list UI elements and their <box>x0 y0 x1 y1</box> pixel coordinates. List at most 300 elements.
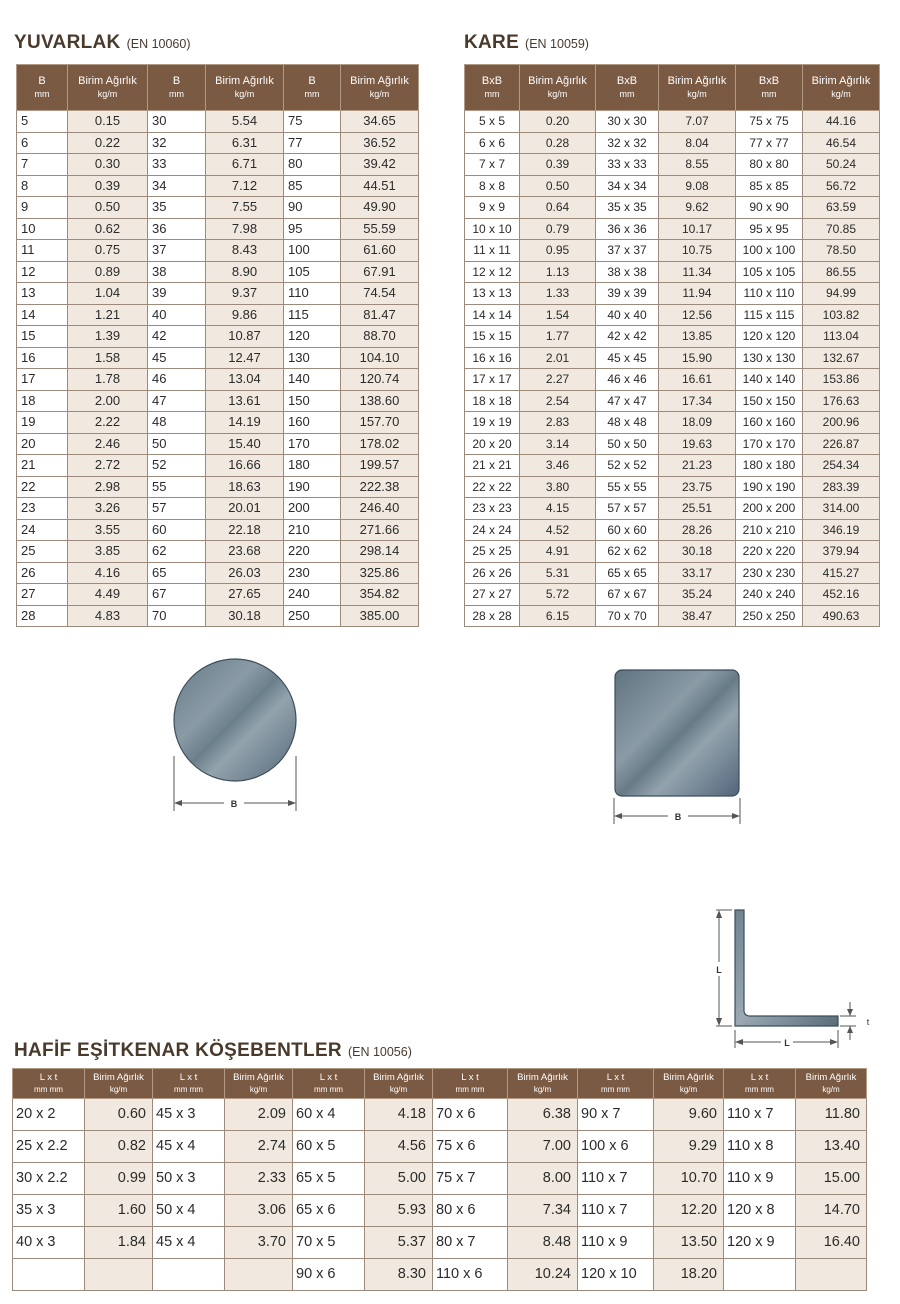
size-cell: 14 x 14 <box>465 304 520 326</box>
weight-cell: 11.34 <box>659 261 736 283</box>
weight-cell: 2.27 <box>520 369 596 391</box>
size-cell: 8 x 8 <box>465 175 520 197</box>
weight-cell: 153.86 <box>803 369 880 391</box>
weight-cell: 2.01 <box>520 347 596 369</box>
column-header-label: Birim Ağırlık <box>233 1072 284 1083</box>
size-cell: 220 <box>284 541 341 563</box>
weight-cell: 13.04 <box>206 369 284 391</box>
weight-cell: 354.82 <box>341 584 419 606</box>
weight-cell: 38.47 <box>659 605 736 627</box>
size-cell: 50 x 4 <box>153 1195 225 1227</box>
weight-cell: 8.00 <box>508 1163 578 1195</box>
table-row <box>465 476 880 498</box>
size-cell: 50 <box>148 433 206 455</box>
size-cell: 16 x 16 <box>465 347 520 369</box>
size-cell: 45 x 45 <box>596 347 659 369</box>
weight-cell: 6.31 <box>206 132 284 154</box>
angle-profile-shape <box>735 910 838 1026</box>
size-cell: 16 <box>17 347 68 369</box>
round-bar-cross-section <box>174 659 296 781</box>
weight-cell: 5.37 <box>365 1227 433 1259</box>
size-cell: 110 x 9 <box>724 1163 796 1195</box>
weight-cell: 1.77 <box>520 326 596 348</box>
table-row <box>465 218 880 240</box>
weight-cell: 28.26 <box>659 519 736 541</box>
size-cell: 105 <box>284 261 341 283</box>
weight-cell: 200.96 <box>803 412 880 434</box>
size-cell: 17 x 17 <box>465 369 520 391</box>
table-row <box>17 605 419 627</box>
size-cell: 65 x 6 <box>293 1195 365 1227</box>
weight-cell: 9.37 <box>206 283 284 305</box>
weight-cell: 56.72 <box>803 175 880 197</box>
size-cell: 80 x 80 <box>736 154 803 176</box>
weight-cell: 13.40 <box>796 1131 867 1163</box>
weight-cell: 7.98 <box>206 218 284 240</box>
size-cell: 11 <box>17 240 68 262</box>
size-cell: 120 x 10 <box>578 1259 654 1291</box>
weight-cell: 2.00 <box>68 390 148 412</box>
square-bar-diagram <box>608 666 748 828</box>
column-header-label: Birim Ağırlık <box>215 75 274 87</box>
size-cell: 100 <box>284 240 341 262</box>
column-header-unit: kg/m <box>97 89 118 99</box>
square-title-text: KARE <box>464 32 520 53</box>
weight-cell: 271.66 <box>341 519 419 541</box>
weight-cell: 2.33 <box>225 1163 293 1195</box>
size-cell: 160 x 160 <box>736 412 803 434</box>
weight-cell: 94.99 <box>803 283 880 305</box>
square-bar-cross-section <box>615 670 739 796</box>
column-header <box>654 1069 724 1099</box>
arrow-right-icon <box>830 1039 838 1045</box>
arrow-left-icon <box>174 800 182 806</box>
table-row <box>465 498 880 520</box>
size-cell: 45 x 4 <box>153 1227 225 1259</box>
size-cell: 120 <box>284 326 341 348</box>
weight-cell: 226.87 <box>803 433 880 455</box>
size-cell: 26 x 26 <box>465 562 520 584</box>
size-cell: 30 <box>148 111 206 133</box>
column-header <box>153 1069 225 1099</box>
column-header-label: Birim Ağırlık <box>373 1072 424 1083</box>
size-cell: 38 <box>148 261 206 283</box>
table-row <box>465 175 880 197</box>
table-row <box>465 412 880 434</box>
table-row <box>17 218 419 240</box>
arrow-down-icon <box>847 1009 853 1016</box>
size-cell: 22 <box>17 476 68 498</box>
weight-cell: 120.74 <box>341 369 419 391</box>
size-cell: 75 x 75 <box>736 111 803 133</box>
size-cell: 19 <box>17 412 68 434</box>
weight-cell: 15.90 <box>659 347 736 369</box>
angle-thickness-label: t <box>866 1017 870 1027</box>
size-cell: 120 x 120 <box>736 326 803 348</box>
weight-cell: 44.51 <box>341 175 419 197</box>
column-header-unit: kg/m <box>533 1085 552 1094</box>
weight-cell: 10.70 <box>654 1163 724 1195</box>
table-row <box>17 283 419 305</box>
weight-cell: 4.91 <box>520 541 596 563</box>
weight-cell: 16.61 <box>659 369 736 391</box>
table-row <box>465 154 880 176</box>
size-cell: 28 x 28 <box>465 605 520 627</box>
table-row <box>17 369 419 391</box>
size-cell: 210 <box>284 519 341 541</box>
size-cell: 250 x 250 <box>736 605 803 627</box>
weight-cell: 4.56 <box>365 1131 433 1163</box>
weight-cell: 1.21 <box>68 304 148 326</box>
size-cell: 32 x 32 <box>596 132 659 154</box>
size-cell: 170 <box>284 433 341 455</box>
table-row <box>17 584 419 606</box>
column-header-unit: kg/m <box>679 1085 698 1094</box>
column-header <box>803 65 880 111</box>
size-cell: 27 x 27 <box>465 584 520 606</box>
table-row <box>465 132 880 154</box>
size-cell: 47 <box>148 390 206 412</box>
column-header <box>284 65 341 111</box>
weight-cell: 113.04 <box>803 326 880 348</box>
weight-cell: 67.91 <box>341 261 419 283</box>
size-cell: 200 x 200 <box>736 498 803 520</box>
weight-cell: 0.22 <box>68 132 148 154</box>
weight-cell: 246.40 <box>341 498 419 520</box>
size-cell: 115 x 115 <box>736 304 803 326</box>
weight-cell: 11.80 <box>796 1099 867 1131</box>
column-header-unit: mm mm <box>601 1085 630 1094</box>
column-header-unit: kg/m <box>234 89 255 99</box>
size-cell: 200 <box>284 498 341 520</box>
arrow-down-icon <box>716 1018 722 1026</box>
weight-cell: 0.62 <box>68 218 148 240</box>
weight-cell: 11.94 <box>659 283 736 305</box>
round-bar-table <box>16 64 419 627</box>
column-header-label: B <box>308 75 316 87</box>
weight-cell: 70.85 <box>803 218 880 240</box>
weight-cell: 8.90 <box>206 261 284 283</box>
column-header-unit: kg/m <box>547 89 568 99</box>
size-cell: 95 <box>284 218 341 240</box>
size-cell <box>724 1259 796 1291</box>
size-cell: 150 x 150 <box>736 390 803 412</box>
arrow-up-icon <box>847 1026 853 1033</box>
size-cell: 220 x 220 <box>736 541 803 563</box>
size-cell: 50 x 3 <box>153 1163 225 1195</box>
size-cell: 10 x 10 <box>465 218 520 240</box>
table-row <box>17 433 419 455</box>
size-cell: 240 <box>284 584 341 606</box>
table-row <box>465 605 880 627</box>
size-cell: 100 x 6 <box>578 1131 654 1163</box>
weight-cell: 7.12 <box>206 175 284 197</box>
size-cell: 20 x 20 <box>465 433 520 455</box>
size-cell: 70 x 6 <box>433 1099 508 1131</box>
weight-cell: 35.24 <box>659 584 736 606</box>
weight-cell: 3.26 <box>68 498 148 520</box>
size-cell: 13 x 13 <box>465 283 520 305</box>
round-header-row <box>17 65 419 111</box>
size-cell: 12 <box>17 261 68 283</box>
weight-cell: 1.04 <box>68 283 148 305</box>
weight-cell: 0.89 <box>68 261 148 283</box>
size-cell: 240 x 240 <box>736 584 803 606</box>
square-dimension-label: B <box>674 812 682 822</box>
weight-cell: 7.55 <box>206 197 284 219</box>
weight-cell: 0.28 <box>520 132 596 154</box>
size-cell: 80 x 6 <box>433 1195 508 1227</box>
weight-cell: 0.64 <box>520 197 596 219</box>
weight-cell: 222.38 <box>341 476 419 498</box>
column-header <box>68 65 148 111</box>
column-header-label: L x t <box>606 1072 625 1083</box>
size-cell: 6 <box>17 132 68 154</box>
column-header-label: BxB <box>616 75 638 87</box>
column-header-label: L x t <box>461 1072 479 1083</box>
weight-cell <box>796 1259 867 1291</box>
size-cell: 34 <box>148 175 206 197</box>
table-row <box>13 1131 867 1163</box>
weight-cell: 3.80 <box>520 476 596 498</box>
size-cell: 170 x 170 <box>736 433 803 455</box>
angle-profile-table <box>12 1068 867 1291</box>
size-cell: 160 <box>284 412 341 434</box>
size-cell: 47 x 47 <box>596 390 659 412</box>
size-cell: 60 x 4 <box>293 1099 365 1131</box>
size-cell: 60 x 5 <box>293 1131 365 1163</box>
weight-cell: 254.34 <box>803 455 880 477</box>
table-row <box>17 240 419 262</box>
angle-table-body <box>13 1099 867 1291</box>
size-cell: 46 x 46 <box>596 369 659 391</box>
table-row <box>465 261 880 283</box>
square-table-body <box>465 111 880 627</box>
size-cell: 19 x 19 <box>465 412 520 434</box>
weight-cell: 15.40 <box>206 433 284 455</box>
weight-cell: 2.22 <box>68 412 148 434</box>
weight-cell: 5.93 <box>365 1195 433 1227</box>
weight-cell: 88.70 <box>341 326 419 348</box>
weight-cell: 325.86 <box>341 562 419 584</box>
angle-header-row <box>13 1069 867 1099</box>
weight-cell: 0.60 <box>85 1099 153 1131</box>
column-header-label: L x t <box>179 1072 198 1083</box>
weight-cell: 415.27 <box>803 562 880 584</box>
column-header-label: L x t <box>319 1072 338 1083</box>
size-cell: 24 x 24 <box>465 519 520 541</box>
weight-cell: 26.03 <box>206 562 284 584</box>
size-cell: 12 x 12 <box>465 261 520 283</box>
weight-cell: 1.39 <box>68 326 148 348</box>
size-cell: 120 x 9 <box>724 1227 796 1259</box>
size-cell: 15 <box>17 326 68 348</box>
weight-cell: 8.48 <box>508 1227 578 1259</box>
size-cell <box>13 1259 85 1291</box>
weight-cell: 30.18 <box>659 541 736 563</box>
weight-cell: 74.54 <box>341 283 419 305</box>
column-header <box>659 65 736 111</box>
size-cell: 77 x 77 <box>736 132 803 154</box>
size-cell: 90 <box>284 197 341 219</box>
weight-cell: 6.38 <box>508 1099 578 1131</box>
weight-cell: 157.70 <box>341 412 419 434</box>
size-cell: 70 x 5 <box>293 1227 365 1259</box>
table-row <box>465 347 880 369</box>
size-cell: 40 <box>148 304 206 326</box>
column-header-label: Birim Ağırlık <box>811 75 871 87</box>
size-cell: 25 x 2.2 <box>13 1131 85 1163</box>
weight-cell: 13.50 <box>654 1227 724 1259</box>
size-cell: 10 <box>17 218 68 240</box>
table-row <box>17 154 419 176</box>
size-cell: 27 <box>17 584 68 606</box>
table-row <box>465 111 880 133</box>
table-row <box>465 562 880 584</box>
column-header <box>225 1069 293 1099</box>
size-cell: 85 <box>284 175 341 197</box>
table-row <box>465 326 880 348</box>
weight-cell: 33.17 <box>659 562 736 584</box>
weight-cell: 2.09 <box>225 1099 293 1131</box>
column-header-unit: kg/m <box>831 89 851 99</box>
column-header-unit: mm <box>169 89 184 99</box>
size-cell: 13 <box>17 283 68 305</box>
arrow-up-icon <box>716 910 722 918</box>
arrow-left-icon <box>614 813 622 819</box>
size-cell: 62 x 62 <box>596 541 659 563</box>
size-cell: 130 x 130 <box>736 347 803 369</box>
column-header-unit: kg/m <box>389 1085 408 1094</box>
column-header-unit: mm mm <box>174 1085 203 1094</box>
table-row <box>465 304 880 326</box>
column-header <box>796 1069 867 1099</box>
size-cell: 90 x 6 <box>293 1259 365 1291</box>
column-header-unit: mm <box>34 89 50 99</box>
column-header <box>465 65 520 111</box>
size-cell: 105 x 105 <box>736 261 803 283</box>
size-cell <box>153 1259 225 1291</box>
size-cell: 45 <box>148 347 206 369</box>
size-cell: 34 x 34 <box>596 175 659 197</box>
size-cell: 17 <box>17 369 68 391</box>
weight-cell: 12.20 <box>654 1195 724 1227</box>
size-cell: 20 <box>17 433 68 455</box>
column-header <box>596 65 659 111</box>
weight-cell: 2.54 <box>520 390 596 412</box>
weight-cell: 16.40 <box>796 1227 867 1259</box>
size-cell: 180 <box>284 455 341 477</box>
arrow-right-icon <box>732 813 740 819</box>
weight-cell: 9.60 <box>654 1099 724 1131</box>
weight-cell: 46.54 <box>803 132 880 154</box>
weight-cell: 49.90 <box>341 197 419 219</box>
column-header-label: Birim Ağırlık <box>93 1072 144 1083</box>
table-row <box>465 584 880 606</box>
size-cell: 33 <box>148 154 206 176</box>
weight-cell: 4.18 <box>365 1099 433 1131</box>
size-cell: 230 <box>284 562 341 584</box>
weight-cell: 0.39 <box>68 175 148 197</box>
weight-cell: 81.47 <box>341 304 419 326</box>
weight-cell: 5.31 <box>520 562 596 584</box>
size-cell: 230 x 230 <box>736 562 803 584</box>
size-cell: 40 x 3 <box>13 1227 85 1259</box>
weight-cell: 61.60 <box>341 240 419 262</box>
table-row <box>17 455 419 477</box>
weight-cell: 9.08 <box>659 175 736 197</box>
weight-cell: 452.16 <box>803 584 880 606</box>
column-header-unit: mm mm <box>34 1085 63 1094</box>
column-header <box>17 65 68 111</box>
weight-cell: 1.54 <box>520 304 596 326</box>
column-header-unit: kg/m <box>249 1085 268 1094</box>
size-cell: 60 x 60 <box>596 519 659 541</box>
weight-cell: 3.70 <box>225 1227 293 1259</box>
size-cell: 52 x 52 <box>596 455 659 477</box>
weight-cell: 63.59 <box>803 197 880 219</box>
weight-cell: 7.34 <box>508 1195 578 1227</box>
column-header-label: Birim Ağırlık <box>667 75 727 87</box>
size-cell: 5 <box>17 111 68 133</box>
column-header-label: Birim Ağırlık <box>78 75 137 87</box>
table-row <box>465 455 880 477</box>
size-cell: 57 x 57 <box>596 498 659 520</box>
weight-cell: 8.30 <box>365 1259 433 1291</box>
column-header-unit: kg/m <box>822 1085 840 1094</box>
weight-cell: 132.67 <box>803 347 880 369</box>
weight-cell: 0.79 <box>520 218 596 240</box>
size-cell: 9 <box>17 197 68 219</box>
column-header <box>520 65 596 111</box>
weight-cell: 34.65 <box>341 111 419 133</box>
size-cell: 18 <box>17 390 68 412</box>
weight-cell: 4.16 <box>68 562 148 584</box>
angle-leg-label: L <box>716 965 722 975</box>
size-cell: 50 x 50 <box>596 433 659 455</box>
size-cell: 21 <box>17 455 68 477</box>
weight-cell: 178.02 <box>341 433 419 455</box>
weight-cell: 104.10 <box>341 347 419 369</box>
column-header <box>206 65 284 111</box>
table-row <box>13 1163 867 1195</box>
size-cell: 80 <box>284 154 341 176</box>
table-row <box>17 412 419 434</box>
weight-cell: 6.15 <box>520 605 596 627</box>
weight-cell: 78.50 <box>803 240 880 262</box>
weight-cell: 7.07 <box>659 111 736 133</box>
weight-cell: 5.54 <box>206 111 284 133</box>
weight-cell: 379.94 <box>803 541 880 563</box>
weight-cell <box>225 1259 293 1291</box>
weight-cell: 1.60 <box>85 1195 153 1227</box>
size-cell: 11 x 11 <box>465 240 520 262</box>
column-header-label: B <box>172 75 181 87</box>
size-cell: 65 x 5 <box>293 1163 365 1195</box>
column-header-unit: mm mm <box>455 1085 485 1094</box>
square-title <box>464 32 589 54</box>
column-header <box>148 65 206 111</box>
table-row <box>13 1195 867 1227</box>
weight-cell <box>85 1259 153 1291</box>
size-cell: 110 <box>284 283 341 305</box>
table-row <box>17 326 419 348</box>
weight-cell: 18.09 <box>659 412 736 434</box>
size-cell: 70 x 70 <box>596 605 659 627</box>
size-cell: 95 x 95 <box>736 218 803 240</box>
size-cell: 67 <box>148 584 206 606</box>
column-header-unit: kg/m <box>687 89 707 99</box>
